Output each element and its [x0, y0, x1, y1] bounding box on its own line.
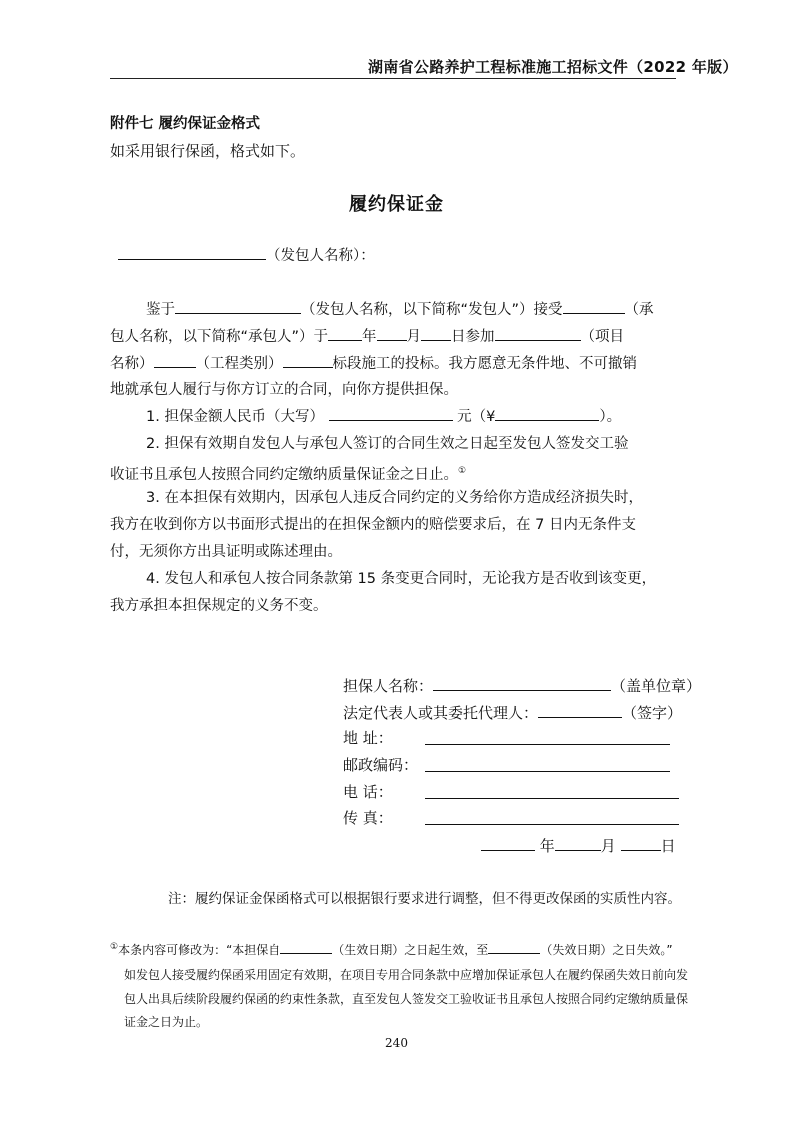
- item-4-line: 我方承担本担保规定的义务不变。: [110, 598, 328, 614]
- item-2-line: 收证书且承包人按照合同约定缴纳质量保证金之日止。①: [110, 466, 467, 483]
- postcode-label: 邮政编码：: [343, 756, 419, 774]
- signature-date: 年 月 日: [481, 834, 676, 856]
- item-4-line: 4. 发包人和承包人按合同条款第 15 条变更合同时，无论我方是否收到该变更，: [146, 571, 657, 587]
- item-3-line: 付，无须你方出具证明或陈述理由。: [110, 544, 342, 560]
- blank-section[interactable]: [283, 351, 333, 368]
- addressee-line: [118, 243, 375, 269]
- representative-line: 法定代表人或其委托代理人： （签字）: [343, 701, 682, 723]
- blank-year[interactable]: [328, 324, 362, 341]
- body-line: 包人名称，以下简称“承包人”）于 年 月 日参加 （项目: [110, 324, 624, 350]
- attachment-title: 附件七 履约保证金格式: [110, 116, 261, 132]
- blank-employer-name[interactable]: [118, 243, 266, 260]
- blank-employer[interactable]: [175, 297, 301, 314]
- intro-text: 如采用银行保函，格式如下。: [110, 142, 306, 160]
- item-3-line: 3. 在本担保有效期内，因承包人违反合同约定的义务给你方造成经济损失时，: [146, 490, 643, 506]
- footnote-blank-start: [280, 941, 332, 954]
- blank-project[interactable]: [495, 324, 581, 341]
- footnote-blank-end: [488, 941, 540, 954]
- guarantor-line: 担保人名称： （盖单位章）: [343, 674, 701, 696]
- postcode-field[interactable]: [425, 771, 670, 772]
- blank-work-type[interactable]: [154, 351, 196, 368]
- phone-field[interactable]: [425, 798, 679, 799]
- body-line: 名称） （工程类别） 标段施工的投标。我方愿意无条件地、不可撤销: [110, 351, 637, 377]
- body-line: 地就承包人履行与你方订立的合同，向你方提供担保。: [110, 382, 458, 398]
- date-year-field[interactable]: [481, 834, 535, 851]
- footnote-line: 如发包人接受履约保函采用固定有效期，在项目专用合同条款中应增加保证承包人在履约保函失效日前向发: [124, 968, 689, 982]
- date-month-field[interactable]: [555, 834, 601, 851]
- address-label: 地 址：: [343, 729, 393, 747]
- body-line: 鉴于 （发包人名称，以下简称“发包人”）接受 （承: [146, 297, 654, 323]
- format-note: 注：履约保证金保函格式可以根据银行要求进行调整，但不得更改保函的实质性内容。: [168, 891, 681, 907]
- date-day-field[interactable]: [621, 834, 661, 851]
- item-1: 1. 担保金额人民币（大写） 元（¥ ）。: [146, 404, 621, 430]
- running-header: 湖南省公路养护工程标准施工招标文件（2022 年版）: [368, 58, 738, 76]
- footnote-line: ①本条内容可修改为：“本担保自 （生效日期）之日起生效，至 （失效日期）之日失效。”: [110, 942, 673, 957]
- item-3-line: 我方在收到你方以书面形式提出的在担保金额内的赔偿要求后，在 7 日内无条件支: [110, 517, 636, 533]
- phone-label: 电 话：: [343, 783, 393, 801]
- blank-day[interactable]: [421, 324, 451, 341]
- blank-month[interactable]: [377, 324, 407, 341]
- representative-signature-field[interactable]: [538, 701, 622, 718]
- header-rule: [110, 78, 676, 79]
- document-title: 履约保证金: [349, 194, 444, 215]
- fax-label: 传 真：: [343, 809, 393, 827]
- blank-contractor[interactable]: [563, 297, 625, 314]
- fax-field[interactable]: [425, 824, 679, 825]
- address-field[interactable]: [425, 744, 670, 745]
- footnote-line: 包人出具后续阶段履约保函的约束性条款，直至发包人签发交工验收证书且承包人按照合同约定缴纳质量保: [124, 992, 689, 1006]
- footnote-mark: ①: [110, 942, 119, 952]
- footnote-ref[interactable]: ①: [458, 466, 467, 476]
- addressee-label: （发包人名称）：: [266, 248, 375, 264]
- blank-amount-figures[interactable]: [495, 404, 599, 421]
- footnote-line: 证金之日为止。: [124, 1015, 209, 1029]
- blank-amount-words[interactable]: [329, 404, 453, 421]
- item-2-line: 2. 担保有效期自发包人与承包人签订的合同生效之日起至发包人签发交工验: [146, 436, 629, 452]
- page-number: 240: [385, 1036, 408, 1050]
- guarantor-name-field[interactable]: [433, 674, 611, 691]
